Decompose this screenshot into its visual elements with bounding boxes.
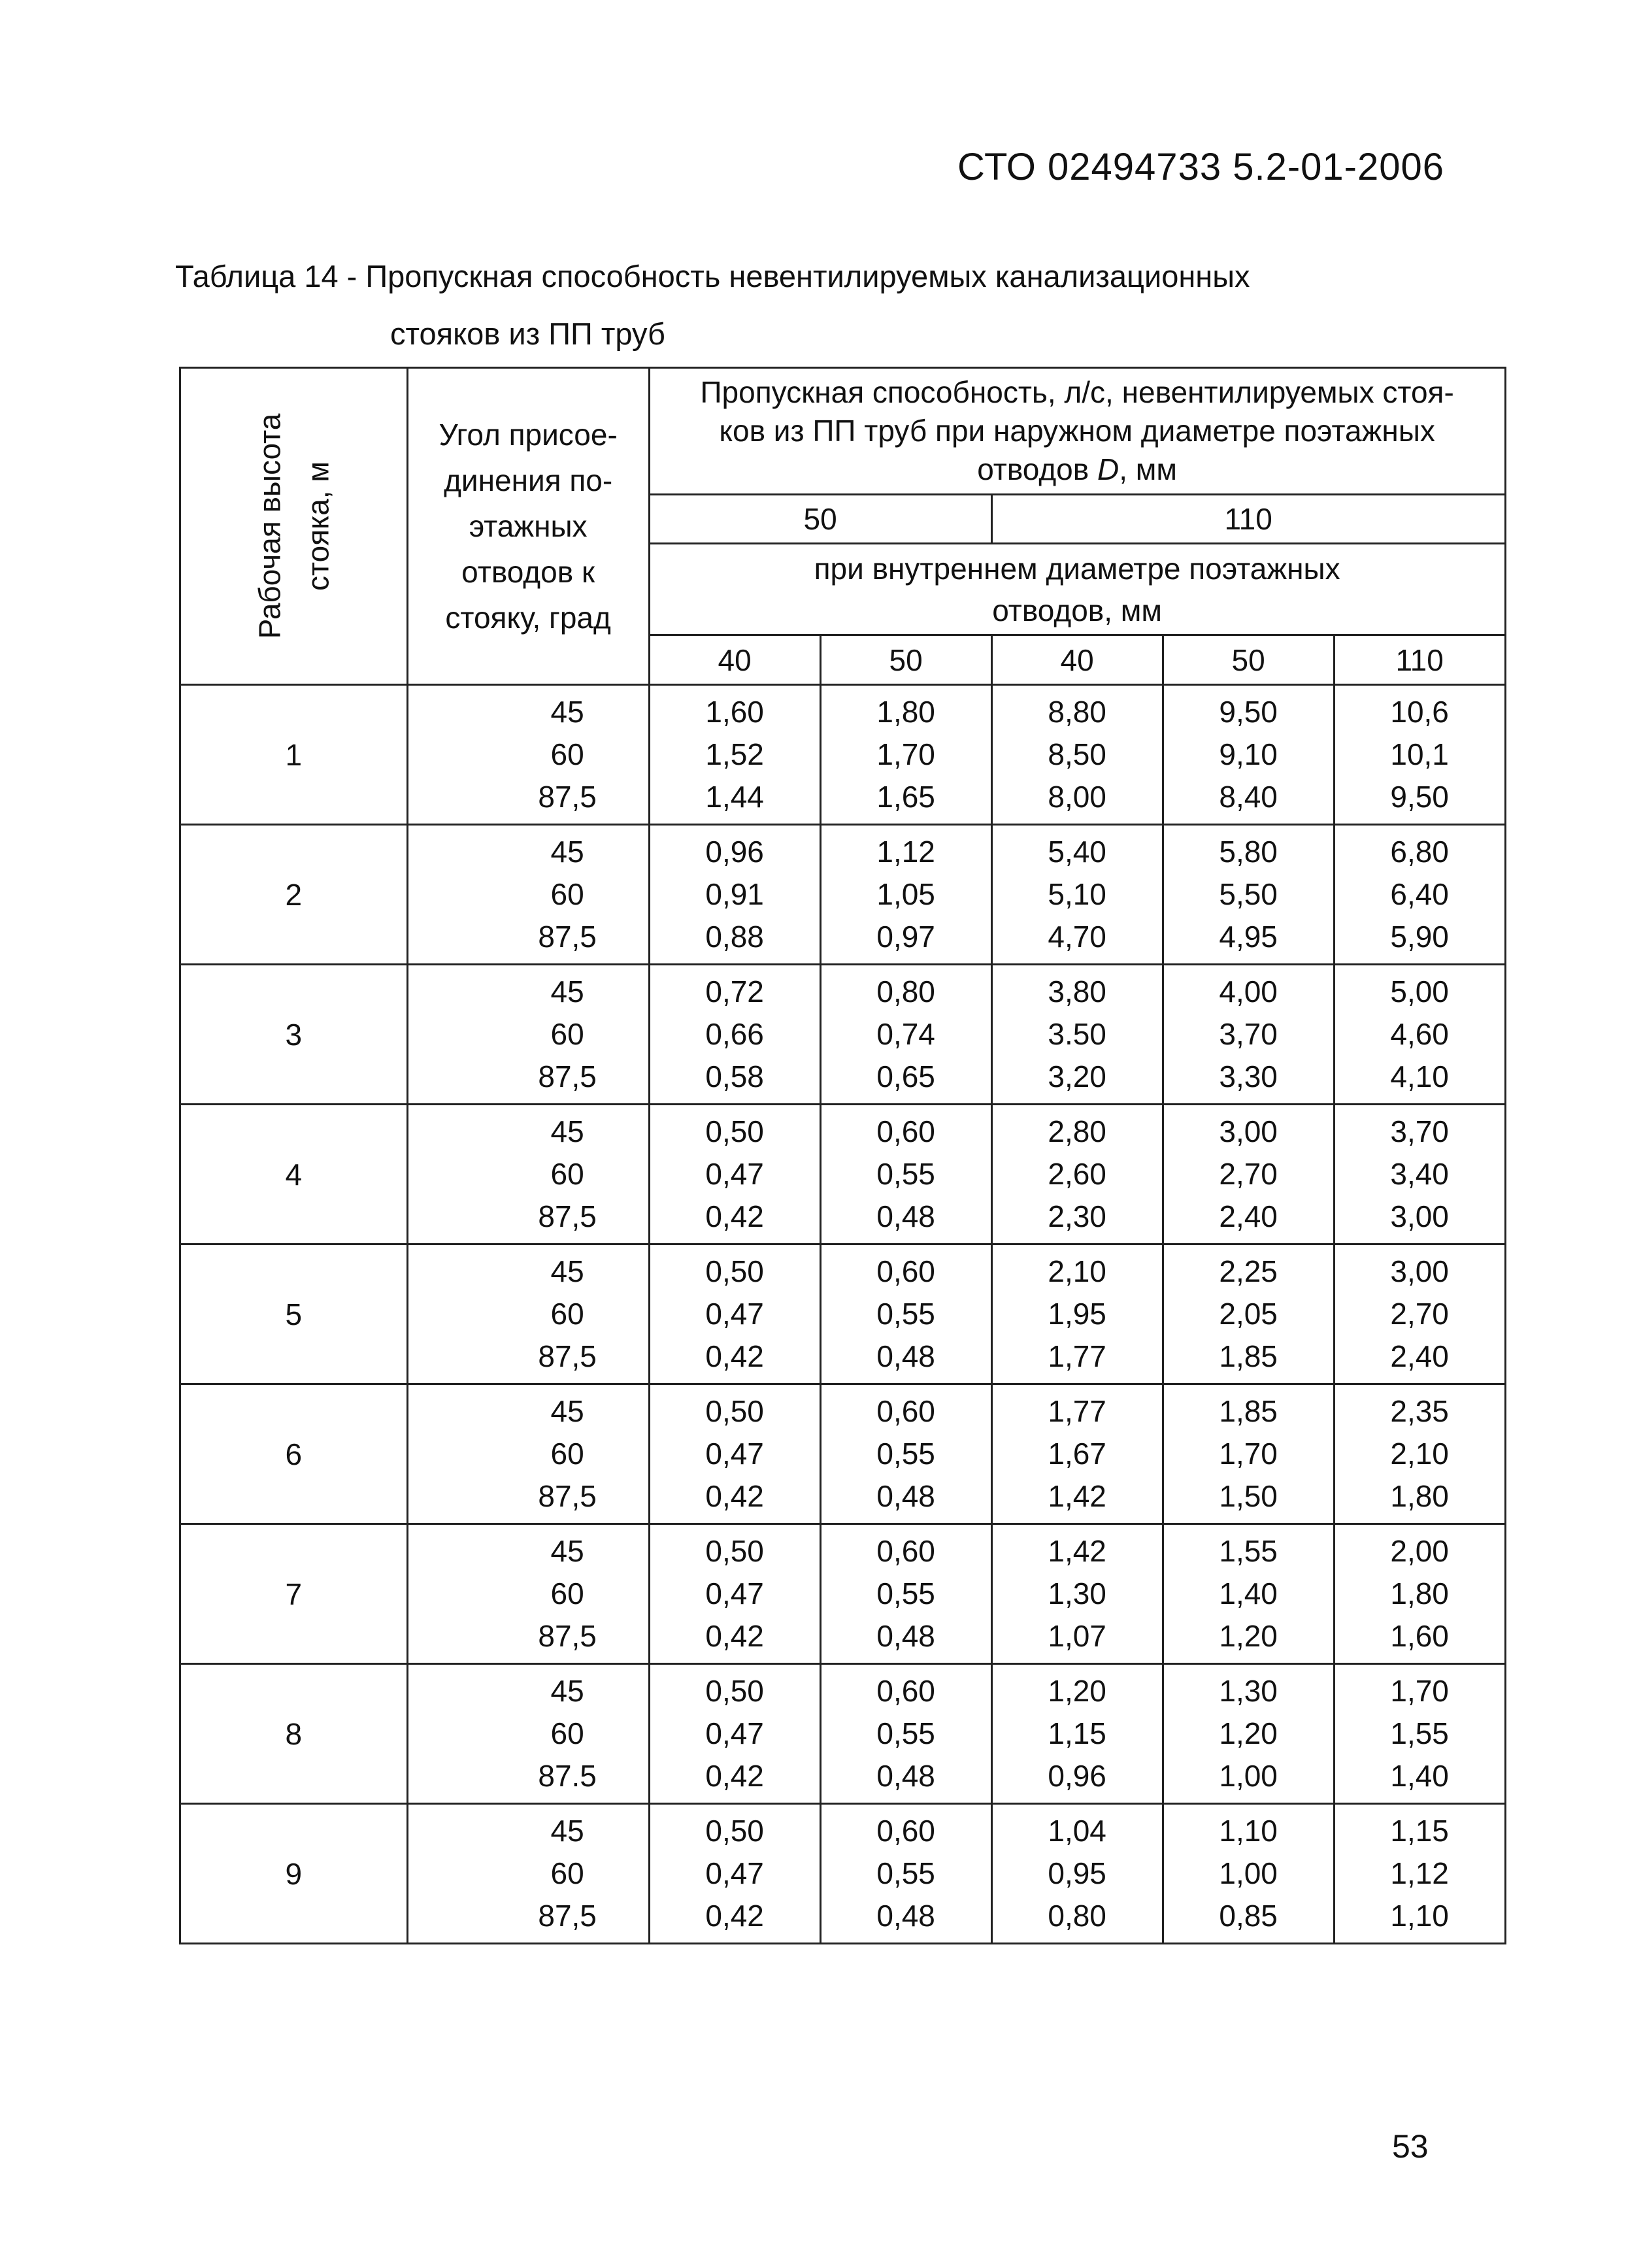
- capacity-value: 1,67: [1048, 1437, 1106, 1471]
- angle-value: 60: [550, 1716, 584, 1750]
- angle-value: 45: [550, 1394, 584, 1428]
- capacity-value: 1,40: [1219, 1576, 1278, 1610]
- capacity-value: 0,55: [876, 1157, 935, 1191]
- capacity-value: 8,00: [1048, 780, 1106, 814]
- table-row-group: [180, 1244, 1506, 1384]
- capacity-cell: [820, 965, 991, 1105]
- angle-value: 87,5: [538, 1199, 597, 1233]
- capacity-value: 1,85: [1219, 1339, 1278, 1373]
- height-cell: 2: [180, 825, 408, 965]
- capacity-cell: [1334, 1524, 1505, 1664]
- capacity-value: 0,91: [705, 877, 764, 911]
- capacity-value: 1,95: [1048, 1297, 1106, 1331]
- capacity-value: 1,60: [705, 695, 764, 729]
- capacity-value: 0,96: [705, 835, 764, 869]
- capacity-value: 1,00: [1219, 1759, 1278, 1793]
- capacity-value: 1,05: [876, 877, 935, 911]
- capacity-value: 5,10: [1048, 877, 1106, 911]
- capacity-value: 0,55: [876, 1297, 935, 1331]
- capacity-value: 4,70: [1048, 920, 1106, 954]
- capacity-value: 2,00: [1390, 1534, 1449, 1568]
- table-row-group: [180, 1105, 1506, 1244]
- capacity-cell: [1163, 685, 1334, 825]
- capacity-value: 0,50: [705, 1534, 764, 1568]
- angle-cell: [407, 1524, 649, 1664]
- angle-value: 60: [550, 1576, 584, 1610]
- capacity-value: 2,70: [1219, 1157, 1278, 1191]
- capacity-value: 1,10: [1219, 1814, 1278, 1848]
- capacity-value: 6,80: [1390, 835, 1449, 869]
- capacity-value: 1,15: [1390, 1814, 1449, 1848]
- capacity-value: 1,50: [1219, 1479, 1278, 1513]
- capacity-cell: [820, 1524, 991, 1664]
- capacity-cell: [1163, 1384, 1334, 1524]
- table-row-group: [180, 965, 1506, 1105]
- capacity-value: 0,55: [876, 1716, 935, 1750]
- table-caption-line-1: Таблица 14 - Пропускная способность невентилируемых канализационных: [175, 259, 1250, 293]
- capacity-cell: [649, 1384, 820, 1524]
- angle-cell: [407, 965, 649, 1105]
- capacity-cell: [1334, 1804, 1505, 1944]
- capacity-value: 1,80: [1390, 1576, 1449, 1610]
- capacity-value: 1,30: [1219, 1674, 1278, 1708]
- table-row-group: [180, 1664, 1506, 1804]
- capacity-value: 1,40: [1390, 1759, 1449, 1793]
- capacity-value: 0,55: [876, 1576, 935, 1610]
- capacity-value: 1,12: [876, 835, 935, 869]
- capacity-cell: [820, 1384, 991, 1524]
- capacity-value: 0,80: [876, 975, 935, 1009]
- height-cell: 8: [180, 1664, 408, 1804]
- capacity-value: 3,00: [1390, 1254, 1449, 1288]
- capacity-value: 1,04: [1048, 1814, 1106, 1848]
- angle-column-header: Угол присое- динения по- этажных отводов к стояку, град: [407, 368, 649, 685]
- capacity-cell: [820, 1105, 991, 1244]
- capacity-cell: [991, 1664, 1163, 1804]
- capacity-value: 0,88: [705, 920, 764, 954]
- capacity-value: 1,65: [876, 780, 935, 814]
- table-caption-line-2: стояков из ПП труб: [390, 316, 665, 351]
- capacity-value: 9,10: [1219, 737, 1278, 771]
- angle-value: 60: [550, 1437, 584, 1471]
- capacity-value: 0,60: [876, 1534, 935, 1568]
- capacity-value: 2,30: [1048, 1199, 1106, 1233]
- capacity-value: 2,60: [1048, 1157, 1106, 1191]
- angle-value: 45: [550, 1114, 584, 1148]
- inner-diameter-cell: 50: [820, 635, 991, 685]
- angle-value: 60: [550, 1017, 584, 1051]
- capacity-value: 0,48: [876, 1759, 935, 1793]
- capacity-value: 0,60: [876, 1814, 935, 1848]
- angle-cell: [407, 1244, 649, 1384]
- angle-value: 87,5: [538, 1619, 597, 1653]
- capacity-value: 1,07: [1048, 1619, 1106, 1653]
- document-code: СТО 02494733 5.2-01-2006: [957, 146, 1444, 188]
- capacity-value: 1,70: [1390, 1674, 1449, 1708]
- angle-cell: [407, 1105, 649, 1244]
- capacity-value: 1,55: [1219, 1534, 1278, 1568]
- capacity-value: 2,40: [1219, 1199, 1278, 1233]
- angle-cell: [407, 1384, 649, 1524]
- capacity-cell: [991, 1804, 1163, 1944]
- capacity-value: 0,42: [705, 1339, 764, 1373]
- capacity-value: 4,60: [1390, 1017, 1449, 1051]
- capacity-value: 0,47: [705, 1576, 764, 1610]
- angle-value: 87,5: [538, 1059, 597, 1093]
- capacity-cell: [1334, 1384, 1505, 1524]
- capacity-value: 2,05: [1219, 1297, 1278, 1331]
- capacity-value: 1,12: [1390, 1856, 1449, 1890]
- capacity-value: 5,80: [1219, 835, 1278, 869]
- height-cell: 5: [180, 1244, 408, 1384]
- table-row-group: [180, 1804, 1506, 1944]
- capacity-value: 4,95: [1219, 920, 1278, 954]
- capacity-cell: [1163, 1804, 1334, 1944]
- table-head: [180, 368, 1506, 685]
- capacity-value: 0,80: [1048, 1899, 1106, 1933]
- capacity-cell: [991, 825, 1163, 965]
- capacity-value: 1,60: [1390, 1619, 1449, 1653]
- capacity-cell: [991, 1244, 1163, 1384]
- capacity-cell: [1163, 825, 1334, 965]
- capacity-value: 0,47: [705, 1437, 764, 1471]
- capacity-cell: [991, 965, 1163, 1105]
- capacity-value: 1,20: [1219, 1716, 1278, 1750]
- inner-diameter-cell: 110: [1334, 635, 1505, 685]
- capacity-value: 2,10: [1048, 1254, 1106, 1288]
- capacity-value: 3,40: [1390, 1157, 1449, 1191]
- capacity-value: 3,30: [1219, 1059, 1278, 1093]
- capacity-value: 0,95: [1048, 1856, 1106, 1890]
- outer-diameter-50: 50: [649, 495, 991, 544]
- capacity-cell: [820, 685, 991, 825]
- angle-value: 60: [550, 877, 584, 911]
- capacity-value: 4,10: [1390, 1059, 1449, 1093]
- capacity-cell: [649, 965, 820, 1105]
- angle-value: 87,5: [538, 780, 597, 814]
- capacity-value: 2,40: [1390, 1339, 1449, 1373]
- capacity-value: 0,42: [705, 1899, 764, 1933]
- table-row-group: [180, 1524, 1506, 1664]
- height-cell: 6: [180, 1384, 408, 1524]
- capacity-value: 0,50: [705, 1674, 764, 1708]
- capacity-cell: [1163, 1524, 1334, 1664]
- capacity-cell: [1163, 1105, 1334, 1244]
- capacity-value: 0,60: [876, 1254, 935, 1288]
- capacity-value: 0,47: [705, 1157, 764, 1191]
- height-cell: 7: [180, 1524, 408, 1664]
- angle-value: 60: [550, 1297, 584, 1331]
- capacity-value: 2,70: [1390, 1297, 1449, 1331]
- capacity-cell: [820, 1244, 991, 1384]
- angle-value: 87,5: [538, 1479, 597, 1513]
- height-column-header: [180, 368, 408, 685]
- angle-value: 87,5: [538, 1899, 597, 1933]
- capacity-cell: [649, 1524, 820, 1664]
- capacity-value: 1,70: [1219, 1437, 1278, 1471]
- capacity-cell: [820, 825, 991, 965]
- table-body: [180, 685, 1506, 1944]
- capacity-value: 8,40: [1219, 780, 1278, 814]
- capacity-value: 9,50: [1390, 780, 1449, 814]
- capacity-value: 1,42: [1048, 1479, 1106, 1513]
- capacity-value: 8,50: [1048, 737, 1106, 771]
- capacity-table: [179, 367, 1506, 1944]
- capacity-value: 3,70: [1390, 1114, 1449, 1148]
- angle-value: 87,5: [538, 1339, 597, 1373]
- angle-value: 45: [550, 1534, 584, 1568]
- capacity-value: 0,48: [876, 1339, 935, 1373]
- angle-cell: [407, 1804, 649, 1944]
- angle-value: 45: [550, 1814, 584, 1848]
- capacity-value: 6,40: [1390, 877, 1449, 911]
- capacity-cell: [991, 1384, 1163, 1524]
- capacity-cell: [1163, 1664, 1334, 1804]
- inner-diameter-cell: 40: [649, 635, 820, 685]
- capacity-value: 1,20: [1048, 1674, 1106, 1708]
- angle-value: 45: [550, 975, 584, 1009]
- capacity-value: 1,00: [1219, 1856, 1278, 1890]
- capacity-value: 3,20: [1048, 1059, 1106, 1093]
- angle-value: 45: [550, 1674, 584, 1708]
- capacity-cell: [1334, 1664, 1505, 1804]
- capacity-cell: [649, 825, 820, 965]
- table-row-group: [180, 685, 1506, 825]
- capacity-header: Пропускная способность, л/с, невентилируемых стоя- ков из ПП труб при наружном диаметре поэтажных отводов D, мм: [649, 368, 1505, 495]
- capacity-value: 0,65: [876, 1059, 935, 1093]
- capacity-value: 1,44: [705, 780, 764, 814]
- capacity-value: 0,55: [876, 1856, 935, 1890]
- outer-diameter-110: 110: [991, 495, 1505, 544]
- capacity-value: 5,90: [1390, 920, 1449, 954]
- angle-value: 45: [550, 1254, 584, 1288]
- angle-cell: [407, 1664, 649, 1804]
- inner-diameter-label: при внутреннем диаметре поэтажных отводов, мм: [649, 544, 1505, 635]
- capacity-value: 0,42: [705, 1199, 764, 1233]
- capacity-cell: [1334, 1105, 1505, 1244]
- capacity-cell: [820, 1664, 991, 1804]
- capacity-value: 0,47: [705, 1856, 764, 1890]
- capacity-value: 4,00: [1219, 975, 1278, 1009]
- height-cell: 9: [180, 1804, 408, 1944]
- capacity-value: 1,30: [1048, 1576, 1106, 1610]
- capacity-cell: [1334, 685, 1505, 825]
- angle-cell: [407, 825, 649, 965]
- capacity-value: 2,35: [1390, 1394, 1449, 1428]
- capacity-value: 0,85: [1219, 1899, 1278, 1933]
- capacity-value: 1,70: [876, 737, 935, 771]
- capacity-cell: [649, 1664, 820, 1804]
- capacity-value: 2,80: [1048, 1114, 1106, 1148]
- capacity-value: 0,50: [705, 1814, 764, 1848]
- capacity-value: 1,80: [1390, 1479, 1449, 1513]
- capacity-value: 9,50: [1219, 695, 1278, 729]
- capacity-value: 1,77: [1048, 1394, 1106, 1428]
- angle-value: 60: [550, 1856, 584, 1890]
- capacity-value: 0,48: [876, 1479, 935, 1513]
- capacity-value: 1,80: [876, 695, 935, 729]
- capacity-cell: [1163, 965, 1334, 1105]
- capacity-cell: [649, 1804, 820, 1944]
- capacity-value: 0,47: [705, 1297, 764, 1331]
- capacity-value: 1,10: [1390, 1899, 1449, 1933]
- capacity-value: 3,70: [1219, 1017, 1278, 1051]
- capacity-value: 0,48: [876, 1619, 935, 1653]
- capacity-value: 0,42: [705, 1759, 764, 1793]
- capacity-value: 0,97: [876, 920, 935, 954]
- angle-value: 45: [550, 835, 584, 869]
- angle-value: 87.5: [538, 1759, 597, 1793]
- capacity-value: 0,47: [705, 1716, 764, 1750]
- capacity-value: 0,72: [705, 975, 764, 1009]
- capacity-value: 5,00: [1390, 975, 1449, 1009]
- capacity-value: 0,66: [705, 1017, 764, 1051]
- capacity-value: 0,74: [876, 1017, 935, 1051]
- height-cell: 4: [180, 1105, 408, 1244]
- angle-value: 60: [550, 737, 584, 771]
- angle-value: 45: [550, 695, 584, 729]
- capacity-value: 2,25: [1219, 1254, 1278, 1288]
- capacity-value: 0,58: [705, 1059, 764, 1093]
- capacity-cell: [820, 1804, 991, 1944]
- capacity-value: 3,00: [1390, 1199, 1449, 1233]
- capacity-value: 0,50: [705, 1114, 764, 1148]
- capacity-cell: [991, 685, 1163, 825]
- capacity-cell: [1334, 825, 1505, 965]
- capacity-value: 0,60: [876, 1114, 935, 1148]
- capacity-cell: [649, 1105, 820, 1244]
- capacity-value: 5,50: [1219, 877, 1278, 911]
- capacity-cell: [991, 1524, 1163, 1664]
- capacity-value: 5,40: [1048, 835, 1106, 869]
- capacity-value: 1,20: [1219, 1619, 1278, 1653]
- height-cell: 1: [180, 685, 408, 825]
- capacity-value: 3,00: [1219, 1114, 1278, 1148]
- inner-diameter-cell: 40: [991, 635, 1163, 685]
- capacity-value: 2,10: [1390, 1437, 1449, 1471]
- capacity-value: 0,50: [705, 1394, 764, 1428]
- capacity-cell: [1334, 1244, 1505, 1384]
- capacity-value: 0,42: [705, 1619, 764, 1653]
- capacity-value: 3,80: [1048, 975, 1106, 1009]
- capacity-value: 1,42: [1048, 1534, 1106, 1568]
- capacity-value: 0,96: [1048, 1759, 1106, 1793]
- table-row-group: [180, 1384, 1506, 1524]
- capacity-value: 0,48: [876, 1899, 935, 1933]
- capacity-value: 0,55: [876, 1437, 935, 1471]
- capacity-cell: [1334, 965, 1505, 1105]
- inner-diameter-cell: 50: [1163, 635, 1334, 685]
- height-cell: 3: [180, 965, 408, 1105]
- table-row-group: [180, 825, 1506, 965]
- capacity-cell: [649, 1244, 820, 1384]
- capacity-value: 1,15: [1048, 1716, 1106, 1750]
- capacity-value: 1,77: [1048, 1339, 1106, 1373]
- angle-value: 87,5: [538, 920, 597, 954]
- capacity-value: 0,42: [705, 1479, 764, 1513]
- capacity-cell: [1163, 1244, 1334, 1384]
- capacity-cell: [649, 685, 820, 825]
- capacity-value: 0,50: [705, 1254, 764, 1288]
- capacity-value: 3.50: [1048, 1017, 1106, 1051]
- height-column-label: Рабочая высота стояка, м: [252, 413, 335, 639]
- capacity-cell: [991, 1105, 1163, 1244]
- angle-value: 60: [550, 1157, 584, 1191]
- capacity-value: 10,1: [1390, 737, 1449, 771]
- capacity-value: 10,6: [1390, 695, 1449, 729]
- capacity-value: 1,85: [1219, 1394, 1278, 1428]
- capacity-value: 0,60: [876, 1674, 935, 1708]
- capacity-value: 1,52: [705, 737, 764, 771]
- capacity-value: 0,48: [876, 1199, 935, 1233]
- page-number: 53: [1392, 2128, 1429, 2165]
- capacity-value: 8,80: [1048, 695, 1106, 729]
- capacity-value: 1,55: [1390, 1716, 1449, 1750]
- angle-cell: [407, 685, 649, 825]
- capacity-value: 0,60: [876, 1394, 935, 1428]
